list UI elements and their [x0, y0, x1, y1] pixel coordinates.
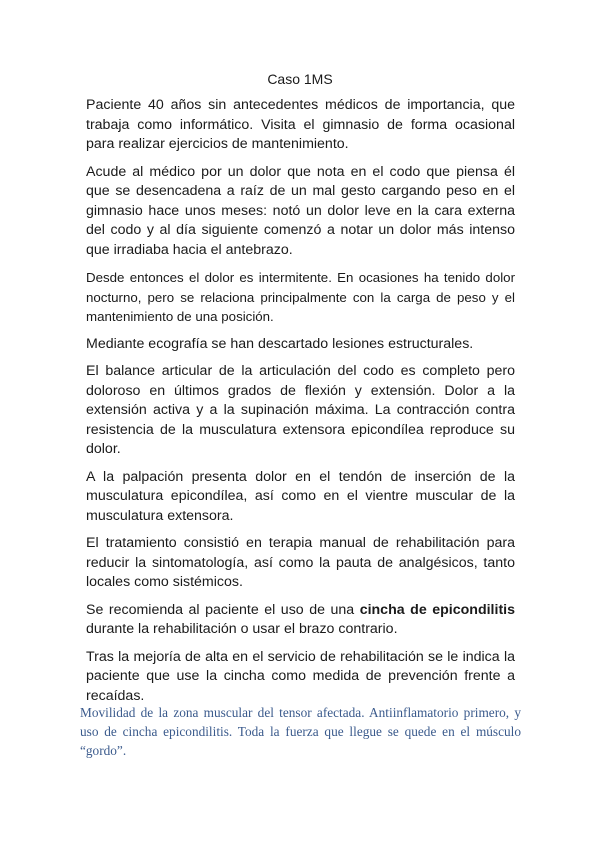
document-body: [86, 96, 515, 714]
paragraph-palpation: A la palpación presenta dolor en el tendón de inserción de la musculatura epicondílea, así como en el vientre muscular de la musculatura extensora.: [86, 468, 515, 524]
paragraph-prevention: Tras la mejoría de alta en el servicio de rehabilitación se le indica la paciente que use la cincha como medida de prevención frente a recaídas.: [86, 648, 515, 704]
paragraph-treatment: El tratamiento consistió en terapia manual de rehabilitación para reducir la sintomatología, así como la pauta de analgésicos, tanto locales como sistémicos.: [86, 535, 515, 590]
paragraph-pain-pattern: Desde entonces el dolor es intermitente. En ocasiones ha tenido dolor nocturno, pero se relaciona principalmente con la carga de peso y el mantenimiento de una posición.: [86, 270, 515, 324]
recommendation-before: Se recomienda al paciente el uso de una: [86, 601, 360, 618]
paragraph-patient: Paciente 40 años sin antecedentes médicos de importancia, que trabaja como informático. Visita el gimnasio de forma ocasional para realizar ejercicios de mantenimiento.: [86, 97, 515, 152]
document-title: Caso 1MS: [267, 71, 333, 87]
paragraph-recommendation: [86, 601, 515, 640]
recommendation-emphasis: cincha de epicondilitis: [359, 601, 515, 618]
handwritten-annotation: Movilidad de la zona muscular del tensor afectada. Antiinflamatorio primero, y uso de cincha epicondilitis. Toda la fuerza que llegue se quede en el músculo “gordo”.: [80, 705, 521, 758]
paragraph-joint-balance: El balance articular de la articulación del codo es completo pero doloroso en últimos grados de flexión y extensión. Dolor a la extensión activa y a la supinación máxima. La contracción contra resistencia de la musculatura extensora epicondílea reproduce su dolor.: [86, 363, 515, 457]
paragraph-ultrasound: Mediante ecografía se han descartado lesiones estructurales.: [86, 335, 474, 352]
paragraph-symptoms: Acude al médico por un dolor que nota en el codo que piensa él que se desencadena a raíz de un mal gesto cargando peso en el gimnasio hace unos meses: notó un dolor leve en la cara externa del codo y al día siguiente comenzó a notar un dolor más intenso que irradiaba hacia el antebrazo.: [86, 163, 515, 258]
recommendation-after: durante la rehabilitación o usar el brazo contrario.: [86, 621, 398, 637]
